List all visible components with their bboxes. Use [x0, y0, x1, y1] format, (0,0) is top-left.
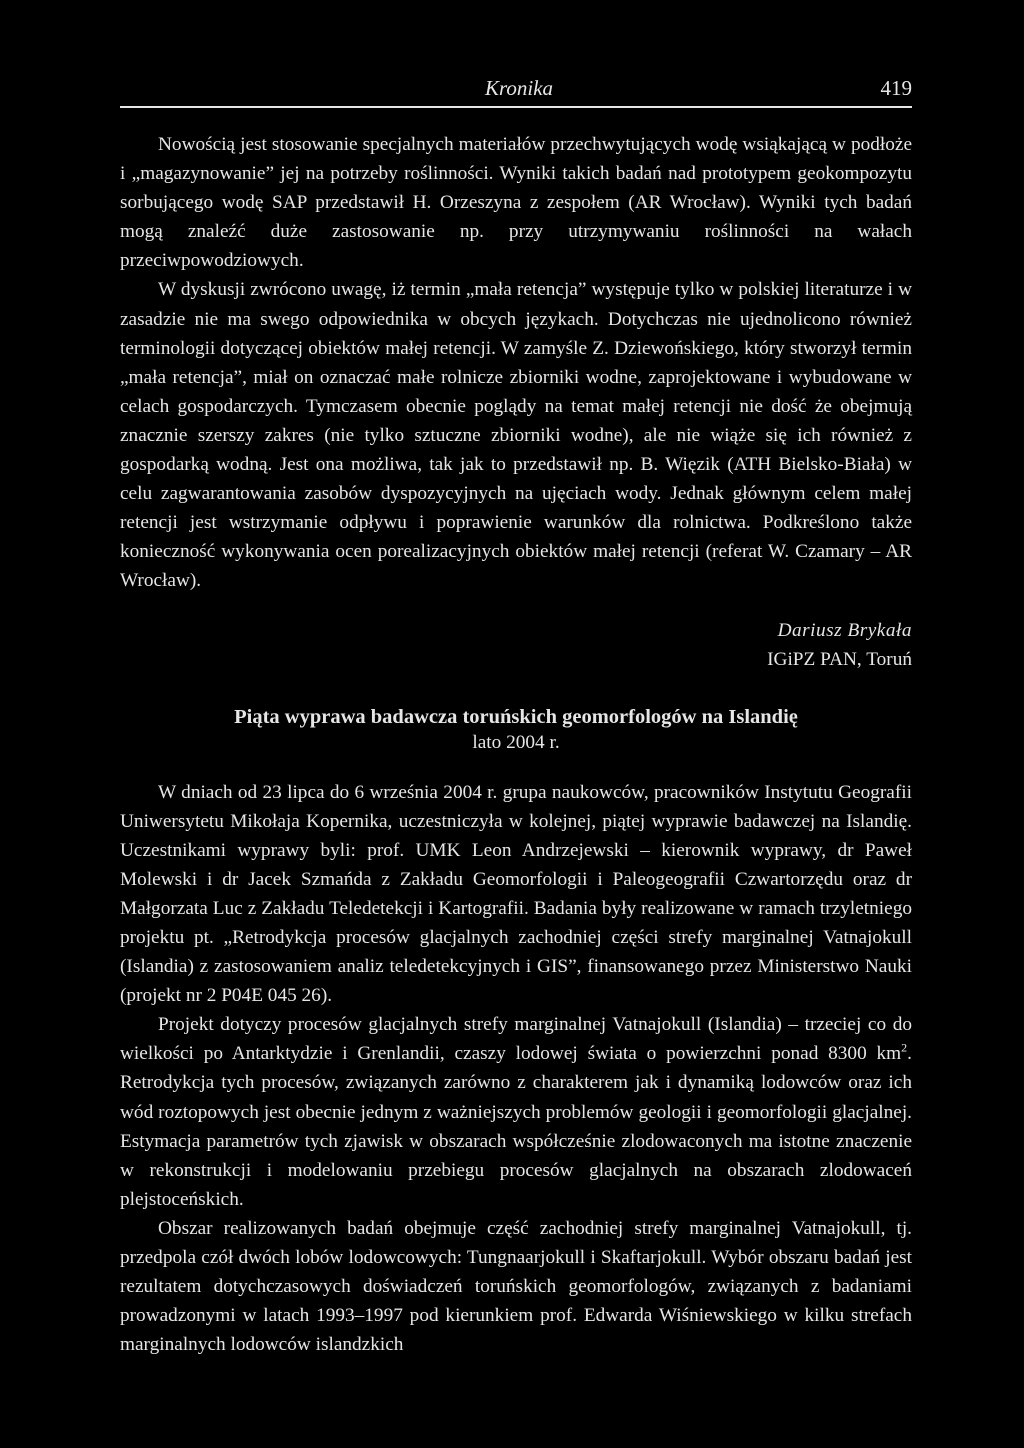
paragraph: W dyskusji zwrócono uwagę, iż termin „mała retencja” występuje tylko w polskiej literaturze i w zasadzie nie ma swego odpowiednika w obcych językach. Dotychczas nie ujednolicono również terminologii dotyczącej obiektów małej retencji. W zamyśle Z. Dziewońskiego, który stworzył termin „mała retencja”, miał on oznaczać małe rolnicze zbiorniki wodne, zaprojektowane i wybudowane w celach gospodarczych. Tymczasem obecnie poglądy na temat małej retencji nie dość że obejmują znacznie szerszy zakres (nie tylko sztuczne zbiorniki wodne), ale nie wiąże się ich również z gospodarką wodną. Jest ona możliwa, tak jak to przedstawił np. B. Więzik (ATH Bielsko-Biała) w celu zagwarantowania zasobów dyspozycyjnych na ujęciach wody. Jednak głównym celem małej retencji jest wstrzymanie odpływu i poprawienie warunków dla rolnictwa. Podkreślono także konieczność wykonywania ocen porealizacyjnych obiektów małej retencji (referat W. Czamary – AR Wrocław).: [120, 279, 912, 592]
section-malaretencja: [120, 130, 912, 596]
superscript: 2: [901, 1040, 908, 1055]
signature-author: Dariusz Brykała: [777, 619, 912, 641]
running-title: Kronika: [485, 76, 554, 100]
paragraph-text: Projekt dotyczy procesów glacjalnych strefy marginalnej Vatnajokull (Islandia) – trzeciej co do wielkości po Antarktydzie i Grenlandii, czaszy lodowej świata o powierzchni ponad 8300 km: [120, 1014, 912, 1065]
section-heading: [120, 704, 912, 756]
paragraph: [120, 1010, 912, 1214]
signature-block: [120, 616, 912, 674]
page-header: [120, 70, 912, 108]
page-number: 419: [880, 76, 912, 100]
paragraph: Nowością jest stosowanie specjalnych materiałów przechwytujących wodę wsiąkającą w podłoże i „magazynowanie” jej na potrzeby roślinności. Wyniki takich badań nad prototypem geokompozytu sorbującego wodę SAP przedstawił H. Orzeszyna z zespołem (AR Wrocław). Wyniki tych badań mogą znaleźć duże zastosowanie np. przy utrzymywaniu roślinności na wałach przeciwpowodziowych.: [120, 134, 912, 272]
paragraph: W dniach od 23 lipca do 6 września 2004 r. grupa naukowców, pracowników Instytutu Geografii Uniwersytetu Mikołaja Kopernika, uczestniczyła w kolejnej, piątej wyprawie badawczej na Islandię. Uczestnikami wyprawy byli: prof. UMK Leon Andrzejewski – kierownik wyprawy, dr Paweł Molewski i dr Jacek Szmańda z Zakładu Geomorfologii i Paleogeografii Czwartorzędu oraz dr Małgorzata Luc z Zakładu Teledetekcji i Kartografii. Badania były realizowane w ramach trzyletniego projektu pt. „Retrodykcja procesów glacjalnych zachodniej części strefy marginalnej Vatnajokull (Islandia) z zastosowaniem analiz teledetekcyjnych i GIS”, finansowanego przez Ministerstwo Nauki (projekt nr 2 P04E 045 26).: [120, 781, 912, 1007]
signature-affiliation: IGiPZ PAN, Toruń: [767, 648, 912, 670]
section-subtitle: lato 2004 r.: [472, 731, 560, 753]
paragraph-text: . Retrodykcja tych procesów, związanych zarówno z charakterem jak i dynamiką lodowców oraz ich wód roztopowych jest obecnie jednym z ważniejszych problemów geologii i geomorfologii glacjalnej. Estymacja parametrów tych zjawisk w obszarach współcześnie zlodowaconych ma istotne znaczenie w rekonstrukcji i modelowaniu przebiegu procesów glacjalnych na obszarach zlodowaceń plejstoceńskich.: [120, 1043, 912, 1210]
section-title: Piąta wyprawa badawcza toruńskich geomorfologów na Islandię: [234, 705, 798, 728]
section-wyprawa: [120, 778, 912, 1360]
document-page: [120, 70, 912, 1359]
paragraph: Obszar realizowanych badań obejmuje część zachodniej strefy marginalnej Vatnajokull, tj. przedpola czół dwóch lobów lodowcowych: Tungnaarjokull i Skaftarjokull. Wybór obszaru badań jest rezultatem dotychczasowych doświadczeń toruńskich geomorfologów, związanych z badaniami prowadzonymi w latach 1993–1997 pod kierunkiem prof. Edwarda Wiśniewskiego w kilku strefach marginalnych lodowców islandzkich: [120, 1217, 912, 1356]
